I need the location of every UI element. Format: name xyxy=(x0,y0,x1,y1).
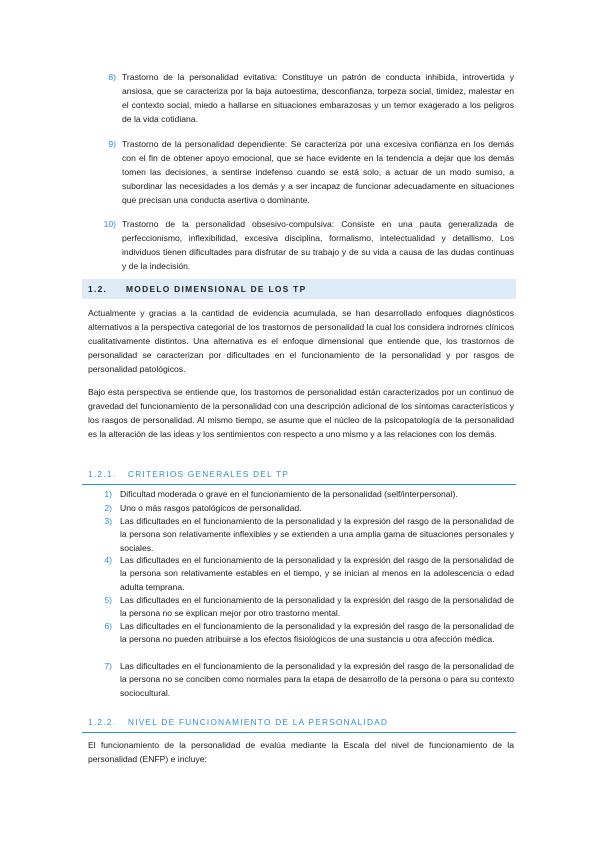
paragraph: Bajo esta perspectiva se entiende que, los trastornos de personalidad están caracterizados por un continuo de gravedad del funcionamiento de la personalidad con una descripción adicional de los síntomas característicos y los rasgos de personalidad. Al mismo tiempo, se asume que el núcleo de la psicopatología de la personalidad es la alteración de las ideas y los sentimientos con respecto a uno mismo y a las relaciones con los demás. xyxy=(88,387,514,439)
criteria-text: Las dificultades en el funcionamiento de la personalidad y la expresión del rasgo de la personalidad de la persona son relativamente estables en el tiempo, y se inician al menos en la adolescencia o edad adulta temprana. xyxy=(120,555,514,592)
criteria-number: 1) xyxy=(104,489,112,499)
criteria-text: Uno o más rasgos patológicos de personalidad. xyxy=(120,503,302,513)
criteria-item xyxy=(96,554,514,594)
criteria-text: Las dificultades en el funcionamiento de la personalidad y la expresión del rasgo de la personalidad de la persona no se conciben como normales para la etapa de desarrollo de la persona o para su contexto sociocultural. xyxy=(120,661,514,698)
list-number: 10) xyxy=(103,219,116,229)
criteria-number: 7) xyxy=(104,661,112,671)
section-number: 1.2.1. xyxy=(88,470,117,479)
criteria-item xyxy=(96,488,514,501)
criteria-text: Las dificultades en el funcionamiento de la personalidad y la expresión del rasgo de la personalidad de la persona no se explican mejor por otro trastorno mental. xyxy=(120,595,514,619)
section-title: NIVEL DE FUNCIONAMIENTO DE LA PERSONALIDAD xyxy=(128,718,389,727)
section-title: MODELO DIMENSIONAL DE LOS TP xyxy=(126,284,307,294)
paragraph: El funcionamiento de la personalidad de evalúa mediante la Escala del nivel de funcionamiento de la personalidad (ENFP) e incluye: xyxy=(88,740,514,764)
criteria-number: 6) xyxy=(104,621,112,631)
criteria-text: Dificultad moderada o grave en el funcionamiento de la personalidad (self/interpersonal). xyxy=(120,489,458,499)
section-number: 1.2. xyxy=(88,284,108,294)
criteria-item xyxy=(96,502,514,515)
criteria-item xyxy=(96,620,514,647)
list-item xyxy=(90,137,514,207)
criteria-number: 3) xyxy=(104,516,112,526)
section-number: 1.2.2. xyxy=(88,718,117,727)
list-item xyxy=(90,217,514,273)
criteria-item xyxy=(96,515,514,555)
criteria-number: 4) xyxy=(104,555,112,565)
list-item xyxy=(90,70,514,126)
criteria-item xyxy=(96,594,514,621)
criteria-text: Las dificultades en el funcionamiento de la personalidad y la expresión del rasgo de la personalidad de la persona no pueden atribuirse a los efectos fisiológicos de una sustancia u otra afección médica. xyxy=(120,621,514,645)
section-heading-1-2-2 xyxy=(82,716,516,733)
list-number: 8) xyxy=(108,72,116,82)
section-heading-1-2-1 xyxy=(82,468,516,485)
criteria-number: 2) xyxy=(104,503,112,513)
list-text: Trastorno de la personalidad evitativa: Constituye un patrón de conducta inhibida, introvertida y ansiosa, que se caracteriza por la baja autoestima, desconfianza, torpeza social, timidez, malestar en el contexto social, miedo a hallarse en situaciones embarazosas y un temor exagerado a los peligros de la vida cotidiana. xyxy=(122,72,514,124)
section-title: CRITERIOS GENERALES DEL TP xyxy=(128,470,290,479)
list-number: 9) xyxy=(108,139,116,149)
criteria-text: Las dificultades en el funcionamiento de la personalidad y la expresión del rasgo de la personalidad de la persona son relativamente inflexibles y se extienden a una amplia gama de situaciones personales y sociales. xyxy=(120,516,514,553)
list-text: Trastorno de la personalidad obsesivo-compulsiva: Consiste en una pauta generalizada de perfeccionismo, inflexibilidad, excesiva disciplina, formalismo, intelectualidad y detallismo. Los individuos tienen dificultades para disfrutar de su trabajo y de su vida a causa de las dudas continuas y de la indecisión. xyxy=(122,219,514,271)
list-text: Trastorno de la personalidad dependiente: Se caracteriza por una excesiva confianza en los demás con el fin de obtener apoyo emocional, que se hace evidente en la tendencia a dejar que los demás tomen las decisiones, a sentirse indefenso cuando se está solo, a actuar de un modo sumiso, a subordinar las necesidades a los demás y a ser incapaz de funcionar adecuadamente en situaciones que precisan una conducta asertiva o dominante. xyxy=(122,139,514,205)
criteria-item xyxy=(96,660,514,700)
criteria-number: 5) xyxy=(104,595,112,605)
section-heading-1-2 xyxy=(82,279,516,299)
paragraph: Actualmente y gracias a la cantidad de evidencia acumulada, se han desarrollado enfoques diagnósticos alternativos a la perspectiva categorial de los trastornos de personalidad la cual los considera indrornes clínicos cualitativamente distintos. Una alternativa es el enfoque dimensional que entiende que, los trastornos de personalidad se caracterizan por dificultades en el funcionamiento de la personalidad y por rasgos de personalidad patológicos. xyxy=(88,308,514,374)
